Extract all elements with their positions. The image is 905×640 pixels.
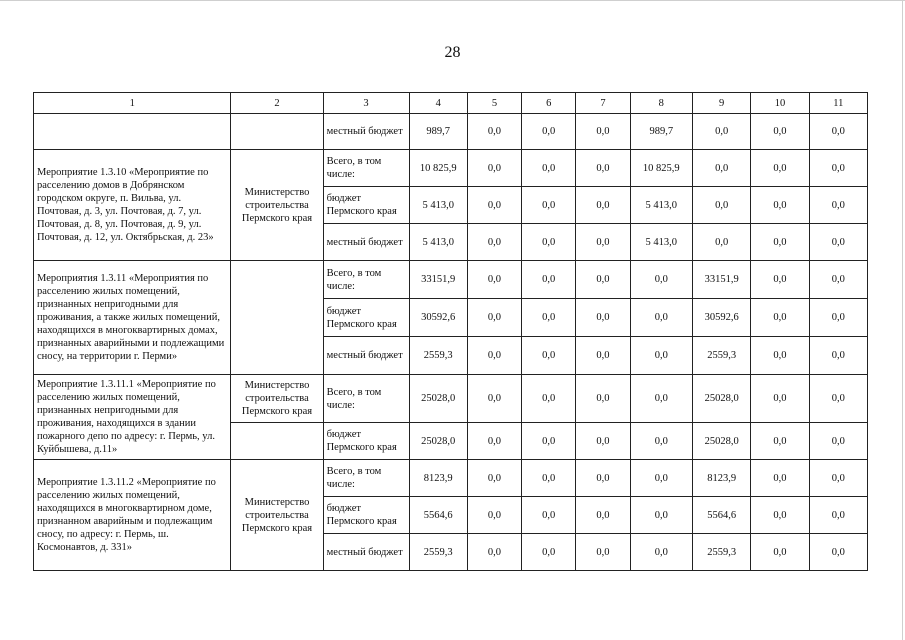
column-header: 8 xyxy=(630,93,692,114)
activity-name-cell: Мероприятия 1.3.11 «Мероприятия по расселению жилых помещений, признанных непригодными для проживания, а также жилых помещений, находящихся в многоквартирных домах, признанных аварийными и подлежащими сносу, на территории г. Перми» xyxy=(34,261,231,375)
amount-cell: 0,0 xyxy=(751,261,809,299)
column-header: 10 xyxy=(751,93,809,114)
amount-cell: 0,0 xyxy=(809,375,867,423)
executor-cell: Министерство строительства Пермского края xyxy=(231,150,323,261)
amount-cell: 0,0 xyxy=(467,261,521,299)
amount-cell: 0,0 xyxy=(467,423,521,460)
column-header: 6 xyxy=(522,93,576,114)
amount-cell: 0,0 xyxy=(467,114,521,150)
amount-cell: 0,0 xyxy=(522,299,576,337)
amount-cell: 0,0 xyxy=(809,460,867,497)
amount-cell: 30592,6 xyxy=(692,299,750,337)
funding-source-cell: бюджет Пермского края xyxy=(323,497,409,534)
amount-cell: 5 413,0 xyxy=(409,224,467,261)
amount-cell: 0,0 xyxy=(751,150,809,187)
amount-cell: 0,0 xyxy=(809,114,867,150)
amount-cell: 25028,0 xyxy=(409,375,467,423)
executor-cell: Министерство строительства Пермского края xyxy=(231,375,323,423)
amount-cell: 2559,3 xyxy=(409,534,467,571)
amount-cell: 0,0 xyxy=(809,150,867,187)
funding-source-cell: бюджет Пермского края xyxy=(323,423,409,460)
amount-cell: 0,0 xyxy=(522,261,576,299)
executor-cell-empty xyxy=(231,423,323,460)
amount-cell: 0,0 xyxy=(576,497,630,534)
table-body xyxy=(34,114,868,571)
amount-cell: 0,0 xyxy=(522,460,576,497)
amount-cell: 0,0 xyxy=(576,460,630,497)
column-header: 5 xyxy=(467,93,521,114)
funding-source-cell: местный бюджет xyxy=(323,534,409,571)
activity-name-cell: Мероприятие 1.3.11.1 «Мероприятие по расселению жилых помещений, признанных непригодными для проживания, находящихся в здании пожарного депо по адресу: г. Пермь, ул. Куйбышева, д.11» xyxy=(34,375,231,460)
amount-cell: 0,0 xyxy=(522,375,576,423)
amount-cell: 5 413,0 xyxy=(630,224,692,261)
funding-source-cell: местный бюджет xyxy=(323,224,409,261)
amount-cell: 0,0 xyxy=(751,224,809,261)
amount-cell: 0,0 xyxy=(576,261,630,299)
amount-cell: 2559,3 xyxy=(409,337,467,375)
amount-cell: 0,0 xyxy=(751,299,809,337)
amount-cell: 0,0 xyxy=(467,460,521,497)
funding-source-cell: бюджет Пермского края xyxy=(323,187,409,224)
activity-name-cell xyxy=(34,114,231,150)
amount-cell: 0,0 xyxy=(630,497,692,534)
amount-cell: 0,0 xyxy=(576,187,630,224)
amount-cell: 0,0 xyxy=(522,337,576,375)
amount-cell: 0,0 xyxy=(751,534,809,571)
amount-cell: 8123,9 xyxy=(692,460,750,497)
funding-source-cell: бюджет Пермского края xyxy=(323,299,409,337)
table-row xyxy=(34,150,868,187)
page-number: 28 xyxy=(444,44,461,61)
amount-cell: 5564,6 xyxy=(409,497,467,534)
executor-cell xyxy=(231,114,323,150)
column-header: 7 xyxy=(576,93,630,114)
right-edge-line xyxy=(902,0,903,640)
amount-cell: 0,0 xyxy=(751,187,809,224)
amount-cell: 30592,6 xyxy=(409,299,467,337)
amount-cell: 5 413,0 xyxy=(409,187,467,224)
funding-source-cell: Всего, в том числе: xyxy=(323,261,409,299)
table-row xyxy=(34,261,868,299)
amount-cell: 0,0 xyxy=(576,375,630,423)
amount-cell: 0,0 xyxy=(576,224,630,261)
amount-cell: 10 825,9 xyxy=(409,150,467,187)
amount-cell: 0,0 xyxy=(692,187,750,224)
column-header: 2 xyxy=(231,93,323,114)
amount-cell: 0,0 xyxy=(751,114,809,150)
amount-cell: 0,0 xyxy=(522,150,576,187)
amount-cell: 0,0 xyxy=(751,423,809,460)
amount-cell: 33151,9 xyxy=(409,261,467,299)
amount-cell: 0,0 xyxy=(809,497,867,534)
amount-cell: 8123,9 xyxy=(409,460,467,497)
amount-cell: 25028,0 xyxy=(409,423,467,460)
amount-cell: 0,0 xyxy=(576,299,630,337)
amount-cell: 0,0 xyxy=(467,187,521,224)
funding-source-cell: Всего, в том числе: xyxy=(323,375,409,423)
funding-source-cell: Всего, в том числе: xyxy=(323,150,409,187)
activity-name-cell: Мероприятие 1.3.10 «Мероприятие по расселению домов в Добрянском городском округе, п. Вильва, ул. Почтовая, д. 3, ул. Почтовая, д. 7, ул. Почтовая, д. 8, ул. Почтовая, д. 9, ул. Почтовая, д. 12, ул. Октябрьская, д. 23» xyxy=(34,150,231,261)
amount-cell: 0,0 xyxy=(576,337,630,375)
amount-cell: 25028,0 xyxy=(692,375,750,423)
amount-cell: 0,0 xyxy=(522,187,576,224)
column-header: 4 xyxy=(409,93,467,114)
amount-cell: 33151,9 xyxy=(692,261,750,299)
funding-source-cell: Всего, в том числе: xyxy=(323,460,409,497)
amount-cell: 0,0 xyxy=(692,114,750,150)
amount-cell: 0,0 xyxy=(522,497,576,534)
amount-cell: 0,0 xyxy=(751,375,809,423)
amount-cell: 0,0 xyxy=(809,187,867,224)
amount-cell: 2559,3 xyxy=(692,534,750,571)
amount-cell: 0,0 xyxy=(630,337,692,375)
amount-cell: 0,0 xyxy=(576,534,630,571)
amount-cell: 0,0 xyxy=(522,224,576,261)
amount-cell: 25028,0 xyxy=(692,423,750,460)
amount-cell: 0,0 xyxy=(630,299,692,337)
amount-cell: 0,0 xyxy=(630,261,692,299)
amount-cell: 0,0 xyxy=(751,460,809,497)
funding-source-cell: местный бюджет xyxy=(323,337,409,375)
table-row xyxy=(34,375,868,423)
amount-cell: 0,0 xyxy=(751,497,809,534)
column-header: 3 xyxy=(323,93,409,114)
amount-cell: 0,0 xyxy=(630,460,692,497)
amount-cell: 0,0 xyxy=(809,337,867,375)
amount-cell: 2559,3 xyxy=(692,337,750,375)
header-row xyxy=(34,93,868,114)
amount-cell: 5564,6 xyxy=(692,497,750,534)
amount-cell: 0,0 xyxy=(467,299,521,337)
amount-cell: 0,0 xyxy=(630,423,692,460)
amount-cell: 0,0 xyxy=(630,534,692,571)
amount-cell: 0,0 xyxy=(692,224,750,261)
top-edge-line xyxy=(0,0,905,1)
amount-cell: 0,0 xyxy=(809,261,867,299)
amount-cell: 0,0 xyxy=(522,423,576,460)
amount-cell: 0,0 xyxy=(467,375,521,423)
amount-cell: 0,0 xyxy=(467,337,521,375)
activity-name-cell: Мероприятие 1.3.11.2 «Мероприятие по расселению жилых помещений, находящихся в многоквартирном доме, признанном аварийным и подлежащим сносу, по адресу: г. Пермь, ш. Космонавтов, д. 331» xyxy=(34,460,231,571)
table-row xyxy=(34,460,868,497)
amount-cell: 0,0 xyxy=(692,150,750,187)
amount-cell: 0,0 xyxy=(467,534,521,571)
amount-cell: 0,0 xyxy=(467,150,521,187)
amount-cell: 10 825,9 xyxy=(630,150,692,187)
amount-cell: 0,0 xyxy=(809,423,867,460)
amount-cell: 0,0 xyxy=(630,375,692,423)
amount-cell: 5 413,0 xyxy=(630,187,692,224)
amount-cell: 0,0 xyxy=(809,224,867,261)
amount-cell: 989,7 xyxy=(630,114,692,150)
amount-cell: 0,0 xyxy=(751,337,809,375)
amount-cell: 989,7 xyxy=(409,114,467,150)
column-header: 1 xyxy=(34,93,231,114)
funding-source-cell: местный бюджет xyxy=(323,114,409,150)
amount-cell: 0,0 xyxy=(576,114,630,150)
column-header: 9 xyxy=(692,93,750,114)
amount-cell: 0,0 xyxy=(522,114,576,150)
executor-cell: Министерство строительства Пермского края xyxy=(231,460,323,571)
executor-cell xyxy=(231,261,323,375)
amount-cell: 0,0 xyxy=(522,534,576,571)
amount-cell: 0,0 xyxy=(467,224,521,261)
amount-cell: 0,0 xyxy=(809,299,867,337)
budget-table xyxy=(33,92,868,571)
amount-cell: 0,0 xyxy=(467,497,521,534)
table-row xyxy=(34,114,868,150)
amount-cell: 0,0 xyxy=(576,423,630,460)
amount-cell: 0,0 xyxy=(576,150,630,187)
amount-cell: 0,0 xyxy=(809,534,867,571)
column-header: 11 xyxy=(809,93,867,114)
